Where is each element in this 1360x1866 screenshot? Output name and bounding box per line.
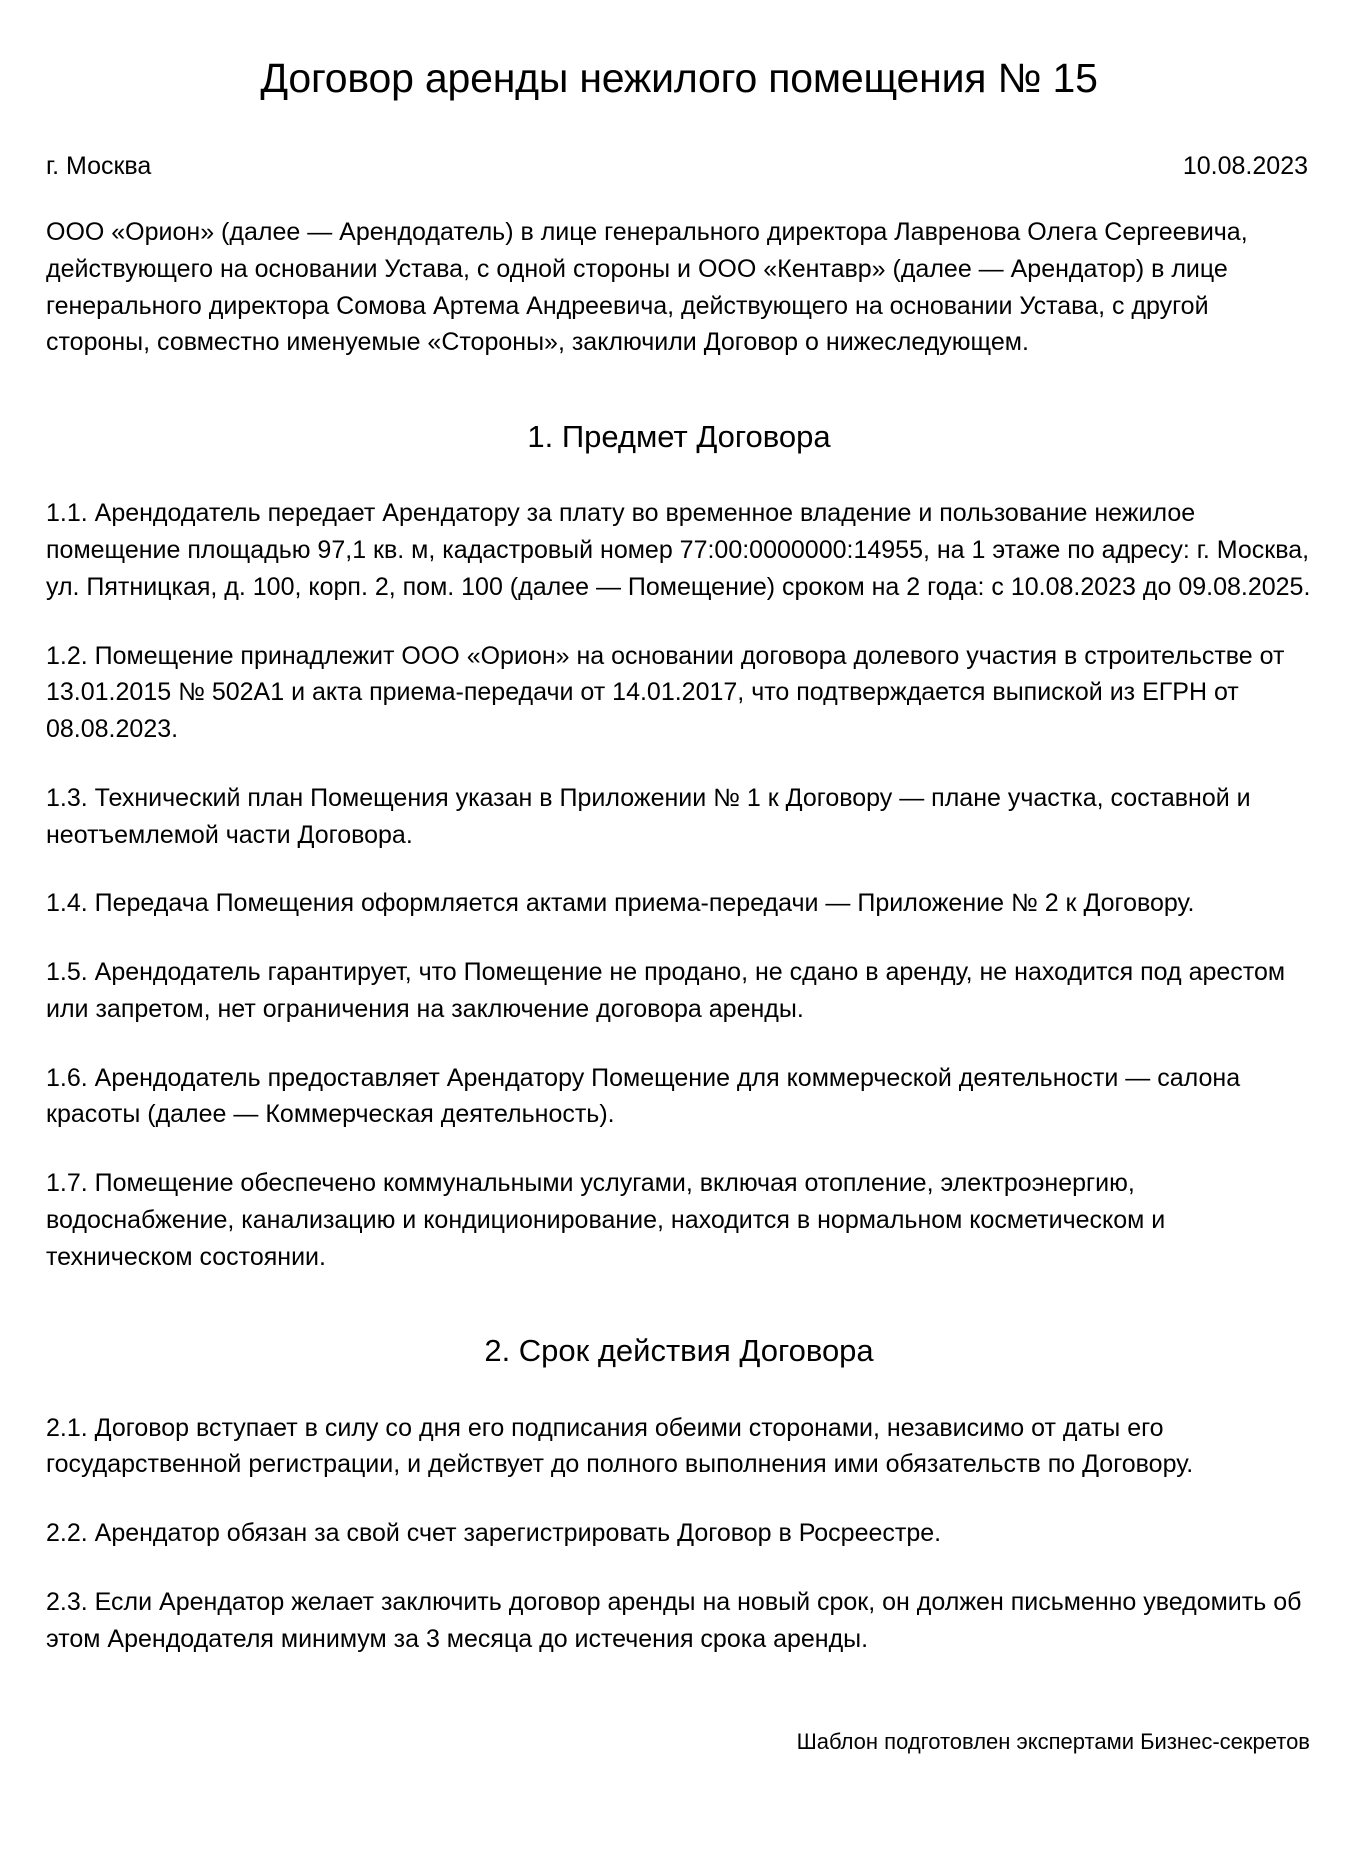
clause-2-3: 2.3. Если Арендатор желает заключить договор аренды на новый срок, он должен письменно уведомить об этом Арендодателя минимум за 3 месяца до истечения срока аренды. (46, 1587, 1302, 1653)
place-of-signing: г. Москва (46, 152, 152, 181)
section-heading-1: 1. Предмет Договора (527, 419, 831, 455)
clause-1-5: 1.5. Арендодатель гарантирует, что Помещение не продано, не сдано в аренду, не находится под арестом или запретом, нет ограничения на заключение договора аренды. (46, 958, 1286, 1023)
clause-1-3: 1.3. Технический план Помещения указан в Приложении № 1 к Договору — плане участка, составной и неотъемлемой части Договора. (46, 783, 1251, 849)
clause-1-6: 1.6. Арендодатель предоставляет Арендатору Помещение для коммерческой деятельности — салона красоты (далее — Коммерческая деятельность). (46, 1063, 1241, 1129)
page-title: Договор аренды нежилого помещения № 15 (260, 55, 1098, 101)
clause-1-1: 1.1. Арендодатель передает Арендатору за плату во временное владение и пользование нежилое помещение площадью 97,1 кв. м, кадастровый номер 77:00:0000000:14955, на 1 этаже по адресу: г. Москва, ул. Пятницкая, д. 100, корп. 2, пом. 100 (далее — Помещение) сроком на 2 года: с 10.08.2023 до 09.08.2025. (46, 499, 1311, 601)
footer-note: Шаблон подготовлен экспертами Бизнес-секретов (796, 1729, 1310, 1755)
clause-2-1: 2.1. Договор вступает в силу со дня его подписания обеими сторонами, независимо от даты его государственной регистрации, и действует до полного выполнения ими обязательств по Договору. (46, 1413, 1194, 1479)
clause-2-2: 2.2. Арендатор обязан за свой счет зарегистрировать Договор в Росреестре. (46, 1519, 942, 1548)
preamble-paragraph: ООО «Орион» (далее — Арендодатель) в лице генерального директора Лавренова Олега Сергеевича, действующего на основании Устава, с одной стороны и ООО «Кентавр» (далее — Арендатор) в лице генерального директора Сомова Артема Андреевича, действующего на основании Устава, с другой стороны, совместно именуемые «Стороны», заключили Договор о нижеследующем. (46, 218, 1248, 357)
document-meta (46, 150, 1312, 184)
clause-1-4: 1.4. Передача Помещения оформляется актами приема-передачи — Приложение № 2 к Договору. (46, 889, 1195, 918)
clause-1-7: 1.7. Помещение обеспечено коммунальными услугами, включая отопление, электроэнергию, водоснабжение, канализацию и кондиционирование, находится в нормальном косметическом и техническом состоянии. (46, 1169, 1166, 1271)
clause-1-2: 1.2. Помещение принадлежит ООО «Орион» на основании договора долевого участия в строительстве от 13.01.2015 № 502А1 и акта приема-передачи от 14.01.2017, что подтверждается выпиской из ЕГРН от 08.08.2023. (46, 641, 1285, 744)
date-of-signing: 10.08.2023 (1182, 152, 1308, 181)
section-heading-2: 2. Срок действия Договора (484, 1333, 874, 1369)
